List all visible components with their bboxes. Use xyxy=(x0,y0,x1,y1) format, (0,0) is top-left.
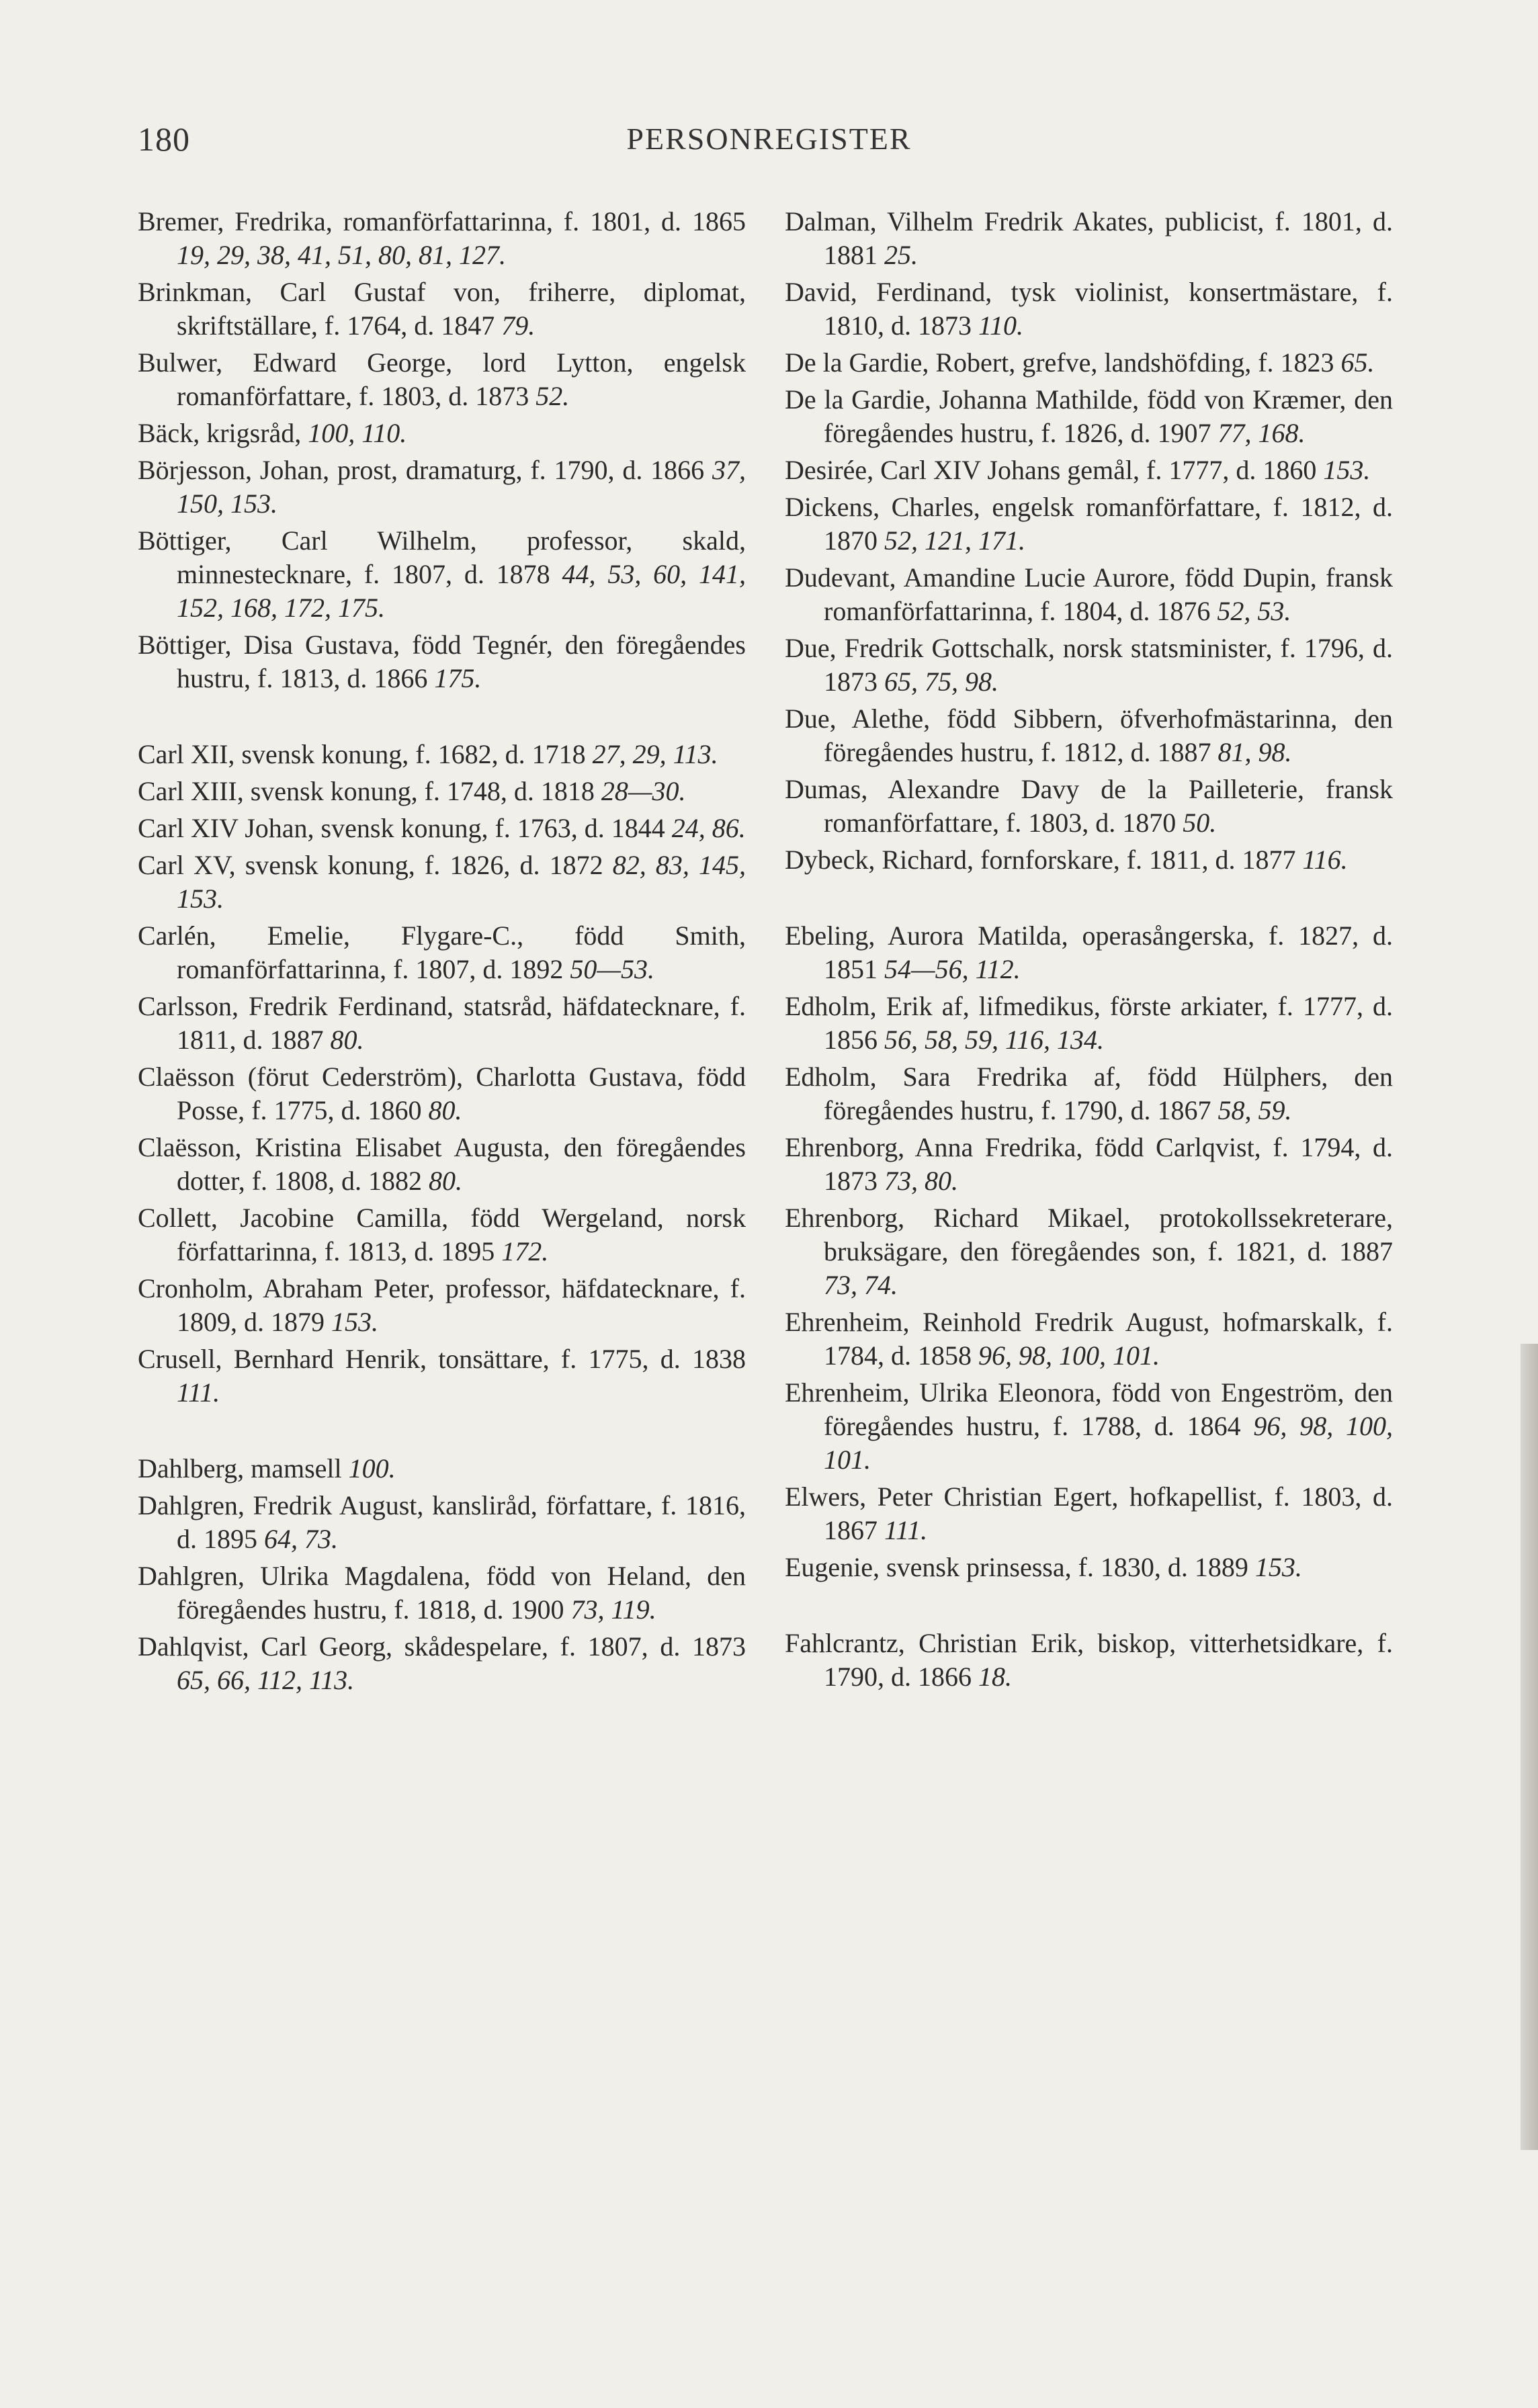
index-entry xyxy=(138,454,746,521)
entry-page-refs: 73, 119. xyxy=(570,1594,656,1625)
entry-text: Ehrenborg, Richard Mikael, protokollssekreterare, bruksägare, den föregåendes son, f. 1821, d. 1887 xyxy=(785,1203,1393,1266)
entry-text: Carl XII, svensk konung, f. 1682, d. 1718 xyxy=(138,739,586,769)
entry-text: Böttiger, Carl Wilhelm, professor, skald, minnestecknare, f. 1807, d. 1878 xyxy=(138,525,746,589)
index-entry xyxy=(138,346,746,413)
entry-page-refs: 65, 66, 112, 113. xyxy=(177,1665,355,1695)
entry-page-refs: 58, 59. xyxy=(1217,1095,1292,1125)
entry-page-refs: 27, 29, 113. xyxy=(592,739,718,769)
entry-text: Dickens, Charles, engelsk romanförfattare, f. 1812, d. 1870 xyxy=(785,492,1393,556)
entry-text: Ebeling, Aurora Matilda, operasångerska, f. 1827, d. 1851 xyxy=(785,920,1393,984)
entry-page-refs: 81, 98. xyxy=(1217,737,1292,767)
entry-page-refs: 100, 110. xyxy=(308,418,407,448)
entry-page-refs: 80. xyxy=(330,1025,364,1055)
index-entry xyxy=(785,1480,1393,1547)
index-entry xyxy=(785,632,1393,699)
index-entry xyxy=(785,1305,1393,1373)
index-entry xyxy=(138,1559,746,1627)
entry-text: Dumas, Alexandre Davy de la Pailleterie, fransk romanförfattare, f. 1803, d. 1870 xyxy=(785,774,1393,838)
index-entry xyxy=(785,490,1393,558)
entry-text: De la Gardie, Robert, grefve, landshöfding, f. 1823 xyxy=(785,347,1334,378)
entry-page-refs: 116. xyxy=(1302,845,1348,875)
index-entry xyxy=(785,1627,1393,1694)
page-edge-shadow xyxy=(1521,1344,1538,2150)
entry-page-refs: 79. xyxy=(501,310,536,341)
entry-page-refs: 28—30. xyxy=(601,776,686,806)
entry-text: Bulwer, Edward George, lord Lytton, engelsk romanförfattare, f. 1803, d. 1873 xyxy=(138,347,746,411)
index-entry xyxy=(785,990,1393,1057)
entry-text: Due, Fredrik Gottschalk, norsk statsminister, f. 1796, d. 1873 xyxy=(785,633,1393,697)
entry-page-refs: 64, 73. xyxy=(264,1524,338,1554)
entry-text: Edholm, Erik af, lifmedikus, förste arkiater, f. 1777, d. 1856 xyxy=(785,991,1393,1055)
entry-page-refs: 96, 98, 100, 101. xyxy=(978,1340,1160,1371)
entry-page-refs: 52, 53. xyxy=(1217,596,1291,626)
entry-text: Ehrenheim, Reinhold Fredrik August, hofmarskalk, f. 1784, d. 1858 xyxy=(785,1307,1393,1371)
entry-text: Fahlcrantz, Christian Erik, biskop, vitterhetsidkare, f. 1790, d. 1866 xyxy=(785,1628,1393,1692)
index-entry xyxy=(138,1630,746,1697)
entry-page-refs: 82, 83, 145, 153. xyxy=(177,850,746,914)
entry-text: Desirée, Carl XIV Johans gemål, f. 1777, d. 1860 xyxy=(785,455,1317,485)
entry-text: Claësson, Kristina Elisabet Augusta, den föregåendes dotter, f. 1808, d. 1882 xyxy=(138,1132,746,1196)
letter-group-gap xyxy=(138,1413,746,1452)
entry-page-refs: 44, 53, 60, 141, 152, 168, 172, 175. xyxy=(177,559,746,623)
index-entry xyxy=(785,275,1393,343)
index-entry xyxy=(138,1201,746,1268)
index-entry xyxy=(138,849,746,916)
entry-text: Dahlberg, mamsell xyxy=(138,1453,342,1484)
index-entry xyxy=(785,919,1393,986)
index-entry xyxy=(138,775,746,808)
letter-group-gap xyxy=(785,1588,1393,1627)
entry-page-refs: 25. xyxy=(884,240,918,270)
entry-text: Brinkman, Carl Gustaf von, friherre, diplomat, skriftställare, f. 1764, d. 1847 xyxy=(138,277,746,341)
entry-page-refs: 65, 75, 98. xyxy=(884,666,998,697)
entry-page-refs: 80. xyxy=(428,1095,462,1125)
entry-text: Carlén, Emelie, Flygare-C., född Smith, romanförfattarinna, f. 1807, d. 1892 xyxy=(138,920,746,984)
entry-page-refs: 111. xyxy=(884,1515,928,1545)
entry-page-refs: 54—56, 112. xyxy=(884,954,1021,984)
index-entry xyxy=(138,205,746,272)
index-entry xyxy=(785,702,1393,769)
entry-page-refs: 100. xyxy=(348,1453,396,1484)
entry-page-refs: 73, 80. xyxy=(884,1166,958,1196)
entry-page-refs: 73, 74. xyxy=(824,1270,898,1300)
index-entry xyxy=(138,1060,746,1127)
entry-text: Collett, Jacobine Camilla, född Wergeland, norsk författarinna, f. 1813, d. 1895 xyxy=(138,1203,746,1266)
entry-page-refs: 19, 29, 38, 41, 51, 80, 81, 127. xyxy=(177,240,506,270)
entry-text: Ehrenheim, Ulrika Eleonora, född von Engeström, den föregåendes hustru, f. 1788, d. 1864 xyxy=(785,1377,1393,1441)
entry-text: Carl XIV Johan, svensk konung, f. 1763, d. 1844 xyxy=(138,813,665,843)
entry-text: De la Gardie, Johanna Mathilde, född von Kræmer, den föregåendes hustru, f. 1826, d. 1907 xyxy=(785,384,1393,448)
index-entry xyxy=(785,1376,1393,1477)
entry-page-refs: 52. xyxy=(536,381,570,411)
index-entry xyxy=(785,1551,1393,1584)
entry-text: Cronholm, Abraham Peter, professor, häfdatecknare, f. 1809, d. 1879 xyxy=(138,1273,746,1337)
left-column xyxy=(138,205,746,1701)
entry-page-refs: 153. xyxy=(331,1307,378,1337)
index-entry xyxy=(138,1452,746,1486)
entry-text: Dahlgren, Ulrika Magdalena, född von Heland, den föregåendes hustru, f. 1818, d. 1900 xyxy=(138,1561,746,1625)
entry-page-refs: 110. xyxy=(978,310,1024,341)
index-entry xyxy=(785,205,1393,272)
entry-page-refs: 37, 150, 153. xyxy=(177,455,746,519)
index-entry xyxy=(785,561,1393,628)
entry-text: Edholm, Sara Fredrika af, född Hülphers, den föregåendes hustru, f. 1790, d. 1867 xyxy=(785,1062,1393,1125)
letter-group-gap xyxy=(138,699,746,738)
entry-page-refs: 153. xyxy=(1323,455,1371,485)
entry-page-refs: 50—53. xyxy=(570,954,654,984)
entry-page-refs: 65. xyxy=(1340,347,1375,378)
letter-group-gap xyxy=(785,880,1393,919)
entry-text: Carl XIII, svensk konung, f. 1748, d. 1818 xyxy=(138,776,595,806)
entry-text: Claësson (förut Cederström), Charlotta Gustava, född Posse, f. 1775, d. 1860 xyxy=(138,1062,746,1125)
index-entry xyxy=(138,1342,746,1410)
entry-page-refs: 80. xyxy=(429,1166,463,1196)
entry-text: David, Ferdinand, tysk violinist, konsertmästare, f. 1810, d. 1873 xyxy=(785,277,1393,341)
index-entry xyxy=(138,738,746,771)
entry-page-refs: 111. xyxy=(177,1377,220,1408)
entry-text: Elwers, Peter Christian Egert, hofkapellist, f. 1803, d. 1867 xyxy=(785,1481,1393,1545)
index-entry xyxy=(138,628,746,695)
entry-text: Börjesson, Johan, prost, dramaturg, f. 1790, d. 1866 xyxy=(138,455,705,485)
index-entry xyxy=(138,1272,746,1339)
entry-text: Dalman, Vilhelm Fredrik Akates, publicist, f. 1801, d. 1881 xyxy=(785,206,1393,270)
entry-text: Böttiger, Disa Gustava, född Tegnér, den föregåendes hustru, f. 1813, d. 1866 xyxy=(138,630,746,693)
page-header xyxy=(0,120,1538,167)
entry-page-refs: 56, 58, 59, 116, 134. xyxy=(884,1025,1105,1055)
entry-page-refs: 153. xyxy=(1254,1552,1302,1582)
entry-text: Due, Alethe, född Sibbern, öfverhofmästarinna, den föregåendes hustru, f. 1812, d. 1887 xyxy=(785,703,1393,767)
entry-page-refs: 50. xyxy=(1183,808,1217,838)
index-entry xyxy=(785,773,1393,840)
index-entry xyxy=(785,1201,1393,1302)
page-number: 180 xyxy=(138,120,190,158)
running-head: PERSONREGISTER xyxy=(626,122,912,156)
entry-page-refs: 18. xyxy=(978,1662,1012,1692)
index-entry xyxy=(138,275,746,343)
entry-text: Dahlqvist, Carl Georg, skådespelare, f. 1807, d. 1873 xyxy=(138,1631,746,1662)
entry-text: Bremer, Fredrika, romanförfattarinna, f. 1801, d. 1865 xyxy=(138,206,746,236)
index-entry xyxy=(138,524,746,625)
index-entry xyxy=(785,383,1393,450)
index-entry xyxy=(138,1131,746,1198)
entry-text: Dybeck, Richard, fornforskare, f. 1811, d. 1877 xyxy=(785,845,1296,875)
entry-page-refs: 175. xyxy=(434,663,482,693)
index-entry xyxy=(785,454,1393,487)
index-entry xyxy=(785,346,1393,380)
entry-text: Eugenie, svensk prinsessa, f. 1830, d. 1889 xyxy=(785,1552,1248,1582)
entry-page-refs: 172. xyxy=(501,1236,549,1266)
index-entry xyxy=(138,919,746,986)
index-entry xyxy=(138,1489,746,1556)
entry-page-refs: 96, 98, 100, 101. xyxy=(824,1411,1394,1475)
index-entry xyxy=(138,990,746,1057)
entry-text: Carl XV, svensk konung, f. 1826, d. 1872 xyxy=(138,850,603,880)
index-entry xyxy=(138,812,746,845)
entry-text: Ehrenborg, Anna Fredrika, född Carlqvist, f. 1794, d. 1873 xyxy=(785,1132,1393,1196)
index-entry xyxy=(785,1060,1393,1127)
entry-page-refs: 24, 86. xyxy=(671,813,746,843)
index-entry xyxy=(138,417,746,450)
entry-text: Carlsson, Fredrik Ferdinand, statsråd, häfdatecknare, f. 1811, d. 1887 xyxy=(138,991,746,1055)
entry-text: Dahlgren, Fredrik August, kansliråd, författare, f. 1816, d. 1895 xyxy=(138,1490,746,1554)
entry-text: Dudevant, Amandine Lucie Aurore, född Dupin, fransk romanförfattarinna, f. 1804, d. 1876 xyxy=(785,562,1393,626)
entry-page-refs: 52, 121, 171. xyxy=(884,525,1025,556)
entry-text: Bäck, krigsråd, xyxy=(138,418,302,448)
index-entry xyxy=(785,843,1393,877)
entry-text: Crusell, Bernhard Henrik, tonsättare, f. 1775, d. 1838 xyxy=(138,1344,746,1374)
index-entry xyxy=(785,1131,1393,1198)
entry-page-refs: 77, 168. xyxy=(1217,418,1306,448)
right-column xyxy=(785,205,1393,1697)
